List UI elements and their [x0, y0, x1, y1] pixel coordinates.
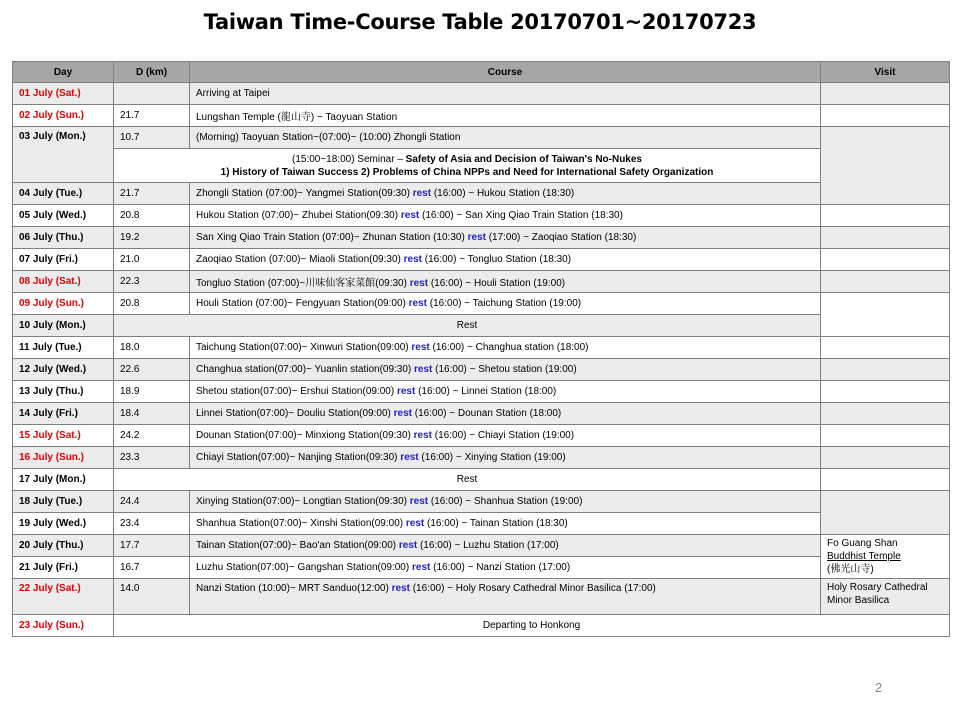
course-cell: Chiayi Station(07:00)~ Nanjing Station(09:30) rest (16:00) ~ Xinying Station (19:00) — [190, 447, 821, 469]
course-cell: Houli Station (07:00)~ Fengyuan Station(09:00) rest (16:00) ~ Taichung Station (19:00) — [190, 293, 821, 315]
rest-label: rest — [400, 452, 419, 463]
header-distance: D (km) — [114, 62, 190, 83]
table-row — [13, 83, 950, 105]
course-cell: Tainan Station(07:00)~ Bao'an Station(09:00) rest (16:00) ~ Luzhu Station (17:00) — [190, 535, 821, 557]
table-row — [13, 535, 950, 557]
distance-cell: 21.7 — [114, 105, 190, 127]
visit-cell — [821, 381, 950, 403]
table-row — [13, 315, 950, 337]
course-cell: Shanhua Station(07:00)~ Xinshi Station(09:00) rest (16:00) ~ Tainan Station (18:30) — [190, 513, 821, 535]
day-cell: 02 July (Sun.) — [13, 105, 114, 127]
course-cell: Lungshan Temple (龍山寺) ~ Taoyuan Station — [190, 105, 821, 127]
header-course: Course — [190, 62, 821, 83]
distance-cell — [114, 83, 190, 105]
visit-text: (佛光山寺) — [827, 564, 874, 575]
table-row — [13, 271, 950, 293]
distance-cell: 14.0 — [114, 579, 190, 615]
visit-cell — [821, 359, 950, 381]
distance-cell: 24.4 — [114, 491, 190, 513]
course-cell: Zhongli Station (07:00)~ Yangmei Station(09:30) rest (16:00) ~ Hukou Station (18:30) — [190, 183, 821, 205]
visit-cell — [821, 127, 950, 205]
day-cell: 03 July (Mon.) — [13, 127, 114, 183]
course-cell: (Morning) Taoyuan Station~(07:00)~ (10:00) Zhongli Station — [190, 127, 821, 149]
table-row — [13, 491, 950, 513]
seminar-cell — [114, 149, 821, 183]
rest-day-cell: Rest — [114, 315, 821, 337]
rest-label: rest — [398, 540, 418, 551]
course-cell: Linnei Station(07:00)~ Douliu Station(09:00) rest (16:00) ~ Dounan Station (18:00) — [190, 403, 821, 425]
rest-label: rest — [467, 232, 486, 243]
visit-text: Buddhist Temple — [827, 551, 901, 562]
distance-cell: 23.3 — [114, 447, 190, 469]
day-cell: 08 July (Sat.) — [13, 271, 114, 293]
day-cell: 21 July (Fri.) — [13, 557, 114, 579]
rest-day-cell: Rest — [114, 469, 821, 491]
course-cell: San Xing Qiao Train Station (07:00)~ Zhunan Station (10:30) rest (17:00) ~ Zaoqiao Station (18:30) — [190, 227, 821, 249]
table-row — [13, 337, 950, 359]
distance-cell: 16.7 — [114, 557, 190, 579]
table-row — [13, 579, 950, 615]
rest-label: rest — [391, 583, 410, 594]
seminar-row — [13, 149, 950, 183]
course-cell: Zaoqiao Station (07:00)~ Miaoli Station(09:30) rest (16:00) ~ Tongluo Station (18:30) — [190, 249, 821, 271]
rest-label: rest — [413, 430, 432, 441]
table-row — [13, 615, 950, 637]
schedule-table — [12, 61, 950, 637]
rest-label: rest — [403, 254, 422, 265]
seminar-line2: 1) History of Taiwan Success 2) Problems of China NPPs and Need for International Safety Organization — [220, 166, 714, 178]
day-cell: 12 July (Wed.) — [13, 359, 114, 381]
rest-label: rest — [414, 364, 433, 375]
day-cell: 10 July (Mon.) — [13, 315, 114, 337]
course-cell: Departing to Honkong — [114, 615, 950, 637]
rest-label: rest — [409, 496, 429, 507]
header-day: Day — [13, 62, 114, 83]
day-cell: 07 July (Fri.) — [13, 249, 114, 271]
table-row — [13, 557, 950, 579]
visit-cell — [821, 271, 950, 293]
table-row — [13, 403, 950, 425]
day-cell: 22 July (Sat.) — [13, 579, 114, 615]
course-cell: Tongluo Station (07:00)~川味仙客家菜館(09:30) rest (16:00) ~ Houli Station (19:00) — [190, 271, 821, 293]
table-row — [13, 425, 950, 447]
rest-label: rest — [405, 518, 425, 529]
day-cell: 16 July (Sun.) — [13, 447, 114, 469]
distance-cell: 21.0 — [114, 249, 190, 271]
visit-cell — [821, 83, 950, 105]
distance-cell: 18.4 — [114, 403, 190, 425]
visit-cell — [821, 293, 950, 337]
rest-label: rest — [393, 408, 412, 419]
visit-cell — [821, 491, 950, 535]
table-row — [13, 183, 950, 205]
day-cell: 18 July (Tue.) — [13, 491, 114, 513]
distance-cell: 18.0 — [114, 337, 190, 359]
visit-cell — [821, 227, 950, 249]
table-row — [13, 249, 950, 271]
rest-label: rest — [412, 188, 432, 199]
table-row — [13, 227, 950, 249]
visit-fo-guang-shan — [821, 535, 950, 579]
course-cell: Arriving at Taipei — [190, 83, 821, 105]
distance-cell: 24.2 — [114, 425, 190, 447]
table-row — [13, 513, 950, 535]
table-row — [13, 381, 950, 403]
seminar-line1-title: Safety of Asia and Decision of Taiwan's No-Nukes — [405, 153, 642, 165]
table-row — [13, 127, 950, 149]
visit-cell — [821, 447, 950, 469]
course-cell: Taichung Station(07:00)~ Xinwuri Station(09:00) rest (16:00) ~ Changhua station (18:00) — [190, 337, 821, 359]
visit-text: Holy Rosary Cathedral — [827, 582, 928, 593]
distance-cell: 18.9 — [114, 381, 190, 403]
rest-label: rest — [396, 386, 416, 397]
page-title: Taiwan Time-Course Table 20170701~20170723 — [203, 10, 757, 34]
visit-cell — [821, 105, 950, 127]
distance-cell: 17.7 — [114, 535, 190, 557]
day-cell: 14 July (Fri.) — [13, 403, 114, 425]
rest-label: rest — [409, 278, 429, 289]
day-cell: 13 July (Thu.) — [13, 381, 114, 403]
day-cell: 01 July (Sat.) — [13, 83, 114, 105]
distance-cell: 20.8 — [114, 293, 190, 315]
day-cell: 20 July (Thu.) — [13, 535, 114, 557]
visit-cell — [821, 469, 950, 491]
visit-cell — [821, 205, 950, 227]
table-row — [13, 105, 950, 127]
rest-label: rest — [411, 342, 430, 353]
table-header-row — [13, 62, 950, 83]
day-cell: 23 July (Sun.) — [13, 615, 114, 637]
day-cell: 05 July (Wed.) — [13, 205, 114, 227]
seminar-line1-prefix: (15:00~18:00) Seminar – — [291, 153, 406, 165]
day-cell: 09 July (Sun.) — [13, 293, 114, 315]
course-cell: Xinying Station(07:00)~ Longtian Station(09:30) rest (16:00) ~ Shanhua Station (19:00) — [190, 491, 821, 513]
rest-label: rest — [411, 562, 431, 573]
course-cell: Hukou Station (07:00)~ Zhubei Station(09:30) rest (16:00) ~ San Xing Qiao Train Station (18:30) — [190, 205, 821, 227]
distance-cell: 20.8 — [114, 205, 190, 227]
table-row — [13, 293, 950, 315]
distance-cell: 21.7 — [114, 183, 190, 205]
course-cell: Dounan Station(07:00)~ Minxiong Station(09:30) rest (16:00) ~ Chiayi Station (19:00) — [190, 425, 821, 447]
visit-holy-rosary — [821, 579, 950, 615]
course-cell: Changhua station(07:00)~ Yuanlin station(09:30) rest (16:00) ~ Shetou station (19:00) — [190, 359, 821, 381]
day-cell: 17 July (Mon.) — [13, 469, 114, 491]
distance-cell: 23.4 — [114, 513, 190, 535]
day-cell: 19 July (Wed.) — [13, 513, 114, 535]
header-visit: Visit — [821, 62, 950, 83]
table-row — [13, 469, 950, 491]
course-cell: Nanzi Station (10:00)~ MRT Sanduo(12:00) rest (16:00) ~ Holy Rosary Cathedral Minor Basilica (17:00) — [190, 579, 821, 615]
day-cell: 06 July (Thu.) — [13, 227, 114, 249]
course-cell: Luzhu Station(07:00)~ Gangshan Station(09:00) rest (16:00) ~ Nanzi Station (17:00) — [190, 557, 821, 579]
distance-cell: 22.3 — [114, 271, 190, 293]
rest-label: rest — [408, 298, 427, 309]
day-cell: 11 July (Tue.) — [13, 337, 114, 359]
visit-text: Fo Guang Shan — [827, 538, 898, 549]
distance-cell: 22.6 — [114, 359, 190, 381]
table-row — [13, 447, 950, 469]
visit-cell — [821, 425, 950, 447]
visit-cell — [821, 337, 950, 359]
day-cell: 04 July (Tue.) — [13, 183, 114, 205]
course-cell: Shetou station(07:00)~ Ershui Station(09:00) rest (16:00) ~ Linnei Station (18:00) — [190, 381, 821, 403]
page-number: 2 — [875, 680, 883, 695]
day-cell: 15 July (Sat.) — [13, 425, 114, 447]
table-row — [13, 359, 950, 381]
distance-cell: 10.7 — [114, 127, 190, 149]
visit-text: Minor Basilica — [827, 595, 890, 606]
table-row — [13, 205, 950, 227]
rest-label: rest — [400, 210, 420, 221]
visit-cell — [821, 403, 950, 425]
visit-cell — [821, 249, 950, 271]
distance-cell: 19.2 — [114, 227, 190, 249]
